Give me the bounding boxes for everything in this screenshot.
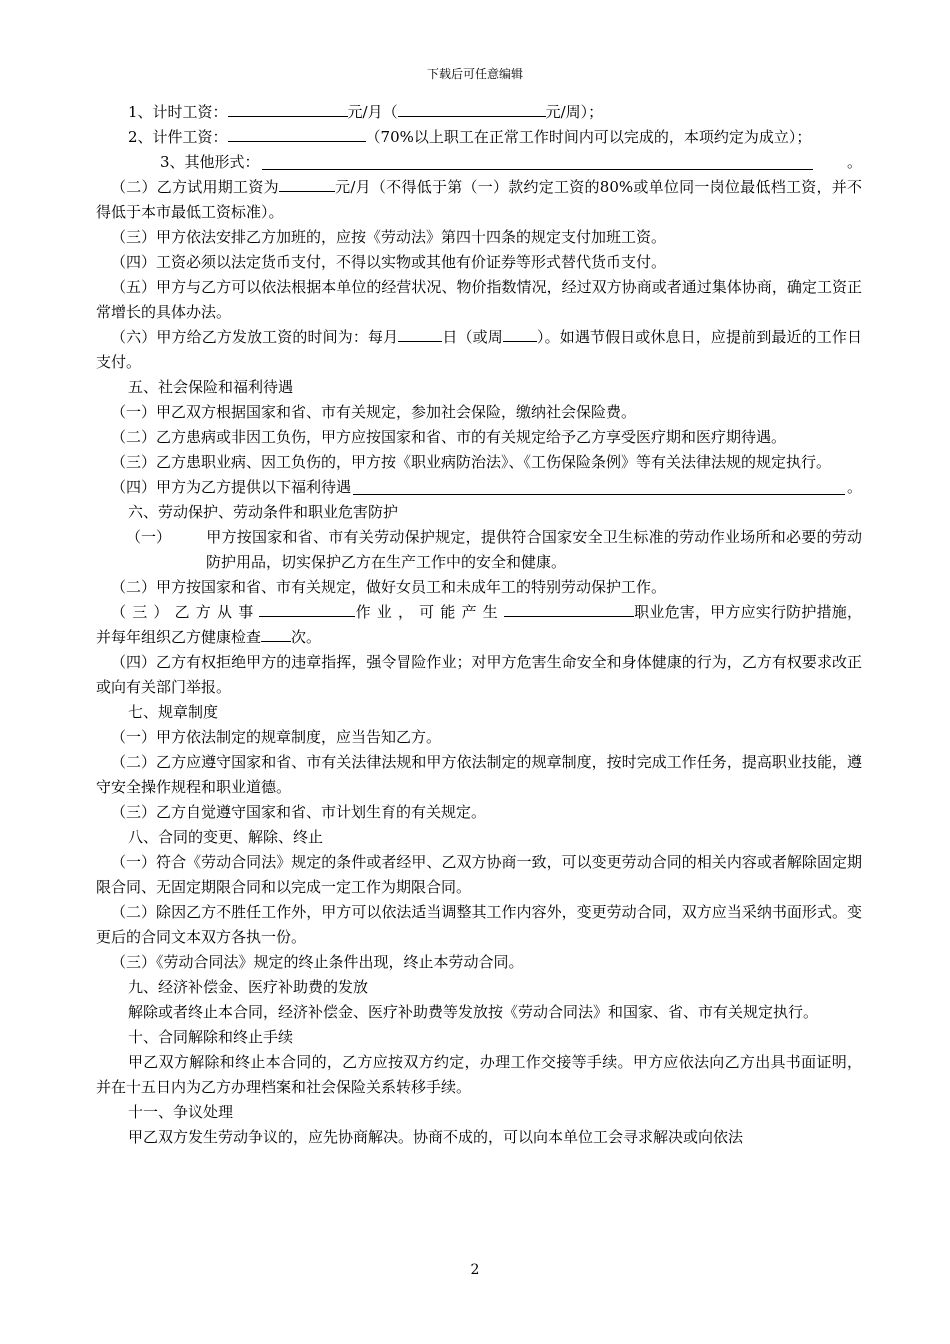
clause-contract-adjust: （二）除因乙方不胜任工作外，甲方可以依法适当调整其工作内容外，变更劳动合同，双方应当采纳书面形式。变更后的合同文本双方各执一份。 [96,903,862,946]
clause-family-planning: （三）乙方自觉遵守国家和省、市计划生育的有关规定。 [111,803,487,821]
blank-field[interactable] [398,102,546,117]
clause-termination-procedure: 甲乙双方解除和终止本合同的，乙方应按双方约定，办理工作交接等手续。甲方应依法向乙方出具书面证明，并在十五日内为乙方办理档案和社会保险关系转移手续。 [96,1053,862,1096]
clause-currency: （四）工资必须以法定货币支付，不得以实物或其他有价证券等形式替代货币支付。 [111,253,667,271]
clause-wage-growth: （五）甲方与乙方可以依法根据本单位的经营状况、物价指数情况，经过双方协商或者通过集体协商，确定工资正常增长的具体办法。 [96,278,862,321]
blank-field[interactable] [398,327,442,342]
blank-field[interactable] [353,494,845,495]
blank-field[interactable] [259,602,355,617]
section-heading: 八、合同的变更、解除、终止 [128,828,324,846]
section-heading: 十、合同解除和终止手续 [128,1028,294,1046]
clause-occupational-injury: （三）乙方患职业病、因工负伤的，甲方按《职业病防治法》、《工伤保险条例》等有关法律法规的规定执行。 [111,453,832,471]
clause-pay-time: （六）甲方给乙方发放工资的时间为：每月 日（或周 ）。如遇节假日或休息日，应提前到最近的工作日支付。 [96,328,862,371]
clause-refuse-violation: （四）乙方有权拒绝甲方的违章指挥，强令冒险作业；对甲方危害生命安全和身体健康的行为，乙方有权要求改正或向有关部门举报。 [96,653,862,696]
clause-contract-change: （一）符合《劳动合同法》规定的条件或者经甲、乙双方协商一致，可以变更劳动合同的相关内容或者解除固定期限合同、无固定期限合同和以完成一定工作为期限合同。 [96,853,862,896]
clause-rules-notice: （一）甲方依法制定的规章制度，应当告知乙方。 [111,728,442,746]
page-header: 下载后可任意编辑 [426,67,523,81]
clause-overtime: （三）甲方依法安排乙方加班的，应按《劳动法》第四十四条的规定支付加班工资。 [111,228,667,246]
section-heading: 九、经济补偿金、医疗补助费的发放 [128,978,369,996]
clause-rules-compliance: （二）乙方应遵守国家和省、市有关法律法规和甲方依法制定的规章制度，按时完成工作任务，提高职业技能，遵守安全操作规程和职业道德。 [96,753,862,796]
blank-field[interactable] [261,627,291,642]
clause-welfare: （四）甲方为乙方提供以下福利待遇 。 [111,478,862,496]
clause-other-form: 3、其他形式： 。 [160,153,862,171]
clause-compensation: 解除或者终止本合同，经济补偿金、医疗补助费等发放按《劳动合同法》和国家、省、市有关规定执行。 [128,1003,819,1021]
document-body [96,100,862,1150]
blank-field[interactable] [228,102,348,117]
section-heading: 十一、争议处理 [128,1103,234,1121]
clause-labor-protection: （一） 甲方按国家和省、市有关劳动保护规定，提供符合国家安全卫生标准的劳动作业场所和必要的劳动防护用品，切实保护乙方在生产工作中的安全和健康。 [126,528,862,571]
clause-social-insurance: （一）甲乙双方根据国家和省、市有关规定，参加社会保险，缴纳社会保险费。 [111,403,637,421]
blank-field[interactable] [279,177,335,192]
clause-contract-termination: （三）《劳动合同法》规定的终止条件出现，终止本劳动合同。 [111,953,524,971]
blank-field[interactable] [504,602,634,617]
blank-field[interactable] [503,327,537,342]
clause-special-protection: （二）甲方按国家和省、市有关规定，做好女员工和未成年工的特别劳动保护工作。 [111,578,667,596]
clause-medical-period: （二）乙方患病或非因工负伤，甲方应按国家和省、市的有关规定给予乙方享受医疗期和医疗期待遇。 [111,428,787,446]
section-heading: 五、社会保险和福利待遇 [128,378,294,396]
section-heading: 六、劳动保护、劳动条件和职业危害防护 [128,503,399,521]
clause-probation-wage: （二）乙方试用期工资为 元/月（不得低于第（一）款约定工资的80%或单位同一岗位最低档工资，并不得低于本市最低工资标准）。 [96,178,862,221]
page-number: 2 [470,1262,480,1278]
blank-field[interactable] [262,169,813,170]
clause-dispute: 甲乙双方发生劳动争议的，应先协商解决。协商不成的，可以向本单位工会寻求解决或向依法 [128,1128,744,1146]
clause-hazard: （三）乙方从事 作业，可能产生 职业危害，甲方应实行防护措施，并每年组织乙方健康检查 次。 [96,603,862,646]
blank-field[interactable] [228,127,366,142]
section-heading: 七、规章制度 [128,703,219,721]
clause-piece-wage: 2、计件工资： （70%以上职工在正常工作时间内可以完成的，本项约定为成立）； [128,128,812,146]
clause-hourly-wage: 1、计时工资： 元/月（ 元/周）； [128,103,604,121]
